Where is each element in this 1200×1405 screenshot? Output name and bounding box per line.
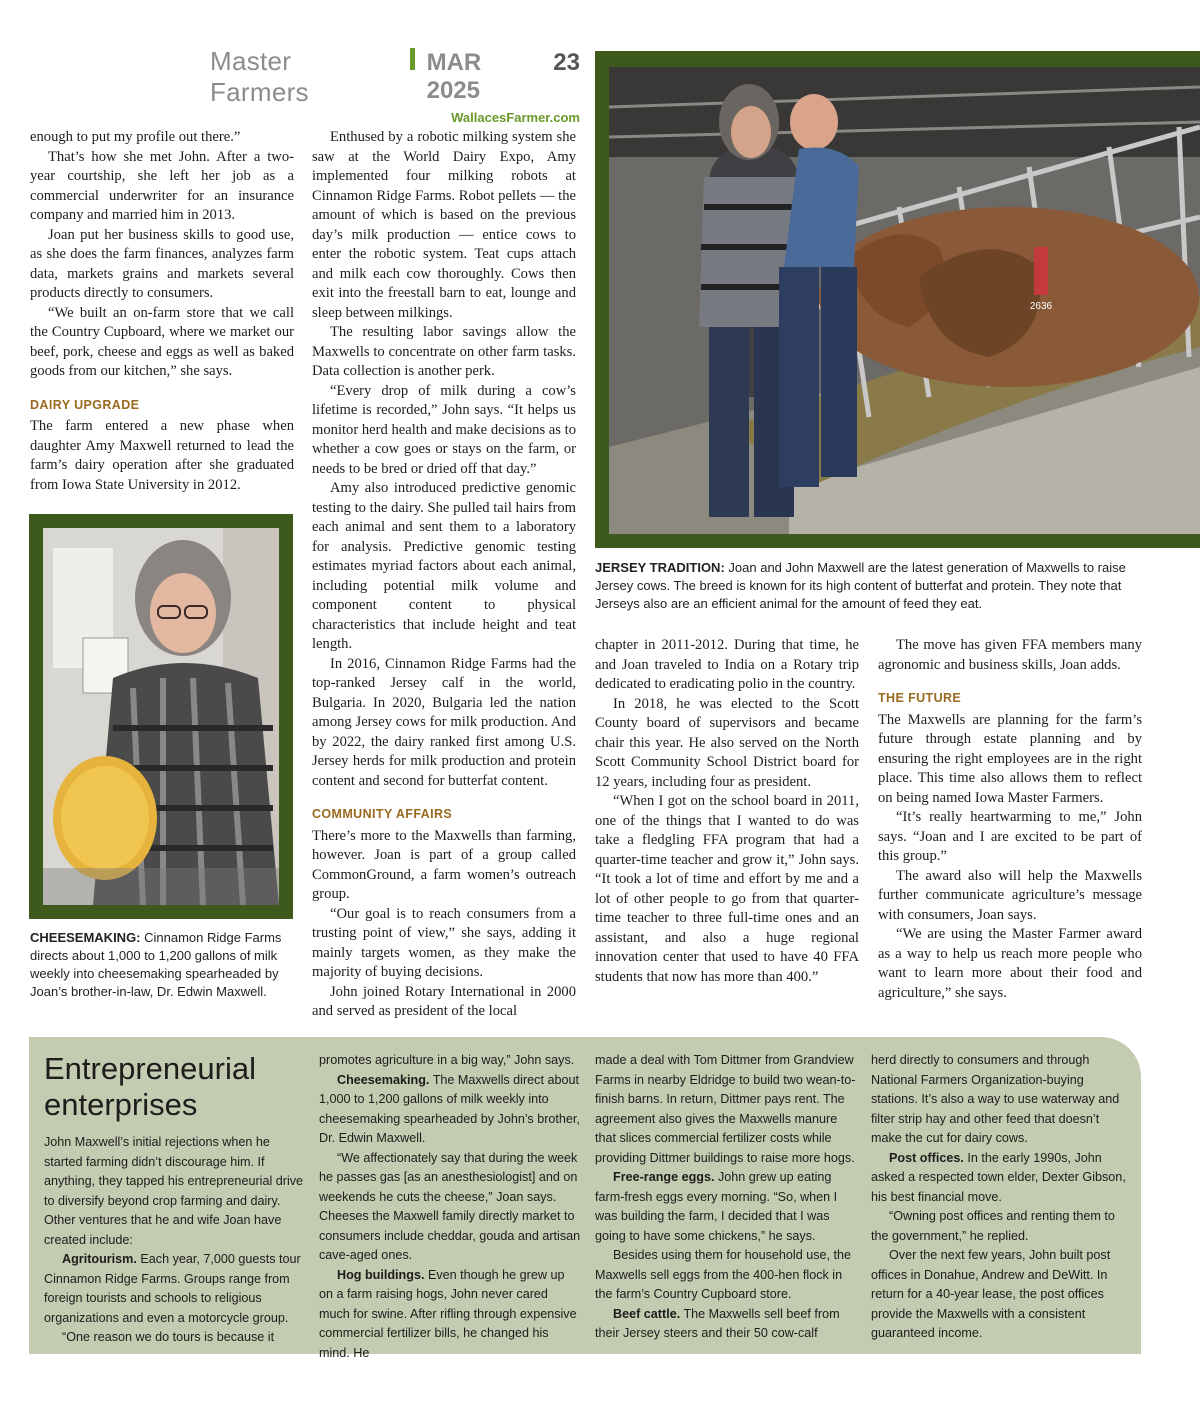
sidebar-paragraph — [595, 1305, 857, 1344]
sidebar-paragraph — [871, 1149, 1133, 1208]
sidebar-paragraph: Besides using them for household use, the Maxwells sell eggs from the 400-hen flock in the farm’s Country Cupboard store. — [595, 1248, 852, 1301]
paragraph: In 2018, he was elected to the Scott County board of supervisors and became chair this year. He also served on the North Scott Community School District board for 12 years, including four as president. — [595, 695, 859, 790]
run-in-head: Post offices. — [889, 1150, 964, 1165]
paragraph: The farm entered a new phase when daughter Amy Maxwell returned to lead the farm’s dairy operation after she graduated from Iowa State University in 2012. — [30, 418, 294, 493]
article-column-4 — [878, 636, 1142, 1003]
paragraph: Amy also introduced predictive genomic testing to the dairy. She pulled tail hairs from each animal and sent them to a laboratory for analysis. Predictive genomic testing estimates myriad factors about each animal, including potential milk volume and component content to physical characteristics that include height and teat length. — [312, 480, 576, 652]
section-name: Master Farmers — [209, 46, 309, 107]
sidebar-column-3 — [595, 1051, 857, 1344]
caption-label: JERSEY TRADITION: — [595, 560, 725, 575]
sidebar-paragraph: “We affectionately say that during the week he passes gas [as an anesthesiologist] and on weekends he cuts the cheese,” Joan says. Cheeses the Maxwell family directly market to consumers include cheddar, gouda and artisan cave-aged ones. — [319, 1150, 581, 1262]
paragraph: That’s how she met John. After a two-year courtship, she left her job as a commercial underwriter for an insurance company and married him in 2013. — [30, 148, 294, 223]
sidebar-text: Each year, 7,000 guests tour Cinnamon Ridge Farms. Groups range from foreign tourists and schools to religious organizations and even a motorcycle group. — [44, 1252, 301, 1325]
paragraph: Enthused by a robotic milking system she saw at the World Dairy Expo, Amy implemented four milking robots at Cinnamon Ridge Farms. Robot pellets — the amount of which is based on the previous day’s milk production — entice cows to enter the robotic system. Teat cups attach and milk each cow thoroughly. Cows then exit into the freestall barn to eat, lounge and sleep between milkings. — [312, 129, 576, 321]
sidebar-paragraph — [595, 1168, 857, 1246]
sidebar-paragraph — [319, 1266, 581, 1364]
cheesemaking-caption — [30, 929, 292, 1001]
sidebar-column-2 — [319, 1051, 581, 1363]
run-in-head: Beef cattle. — [613, 1306, 681, 1321]
subhead-community-affairs: COMMUNITY AFFAIRS — [312, 807, 453, 821]
paragraph: “It’s really heartwarming to me,” John says. “Joan and I are excited to be part of this group.” — [878, 809, 1142, 864]
sidebar-intro: John Maxwell’s initial rejections when he started farming didn’t discourage him. If anything, they tapped his entrepreneurial drive to diversify beyond crop farming and dairy. Other ventures that he and wife Joan have created include: — [44, 1135, 304, 1247]
entrepreneurial-enterprises-sidebar — [29, 1037, 1141, 1360]
cow-tag-number: 2636 — [1029, 301, 1053, 312]
paragraph: The resulting labor savings allow the Maxwells to concentrate on other farm tasks. Data collection is another perk. — [312, 324, 576, 379]
paragraph: The award also will help the Maxwells further communicate agriculture’s message with consumers, Joan says. — [878, 867, 1142, 923]
paragraph: The move has given FFA members many agronomic and business skills, Joan adds. — [878, 637, 1142, 673]
header-divider — [410, 48, 415, 70]
site-url[interactable]: WallacesFarmer.com — [451, 110, 580, 125]
jersey-tradition-photo — [595, 51, 1200, 548]
sidebar-paragraph: promotes agriculture in a big way,” John says. — [319, 1053, 575, 1067]
paragraph: John joined Rotary International in 2000 and served as president of the local — [312, 983, 576, 1019]
paragraph: “When I got on the school board in 2011, one of the things that I wanted to do was take a fledgling FFA program that had a quarter-time teacher and grow it,” John says. “It took a lot of time and effort by me and a lot of other people to go from that quarter-time teacher to three full-time ones and an assistant, and also a huge regional innovation center that used to have 40 FFA students that now has more than 400.” — [595, 793, 859, 985]
cheesemaking-photo — [29, 514, 293, 919]
caption-label: CHEESEMAKING: — [30, 930, 141, 945]
sidebar-text: The Maxwells sell beef from their Jersey steers and their 50 cow-calf — [595, 1306, 840, 1340]
run-in-head: Hog buildings. — [337, 1267, 425, 1282]
sidebar-paragraph: made a deal with Tom Dittmer from Grandview Farms in nearby Eldridge to build two wean-to-finish barns. In return, Dittmer pays rent. The agreement also gives the Maxwells manure that slices commercial fertilizer costs while providing Dittmer buildings to raise more hogs. — [595, 1053, 856, 1165]
jersey-cows-barn-icon — [609, 67, 1200, 534]
sidebar-column-4 — [871, 1051, 1133, 1344]
article-column-2 — [312, 128, 576, 1022]
page-number: 23 — [553, 49, 580, 76]
article-column-3 — [595, 636, 859, 987]
sidebar-text: Even though he grew up on a farm raising hogs, John never cared much for swine. After rifling through expensive commercial fertilizer bills, he changed his mind. He — [319, 1267, 577, 1360]
subhead-dairy-upgrade: DAIRY UPGRADE — [30, 397, 140, 412]
header-line — [210, 46, 580, 108]
subhead-the-future: THE FUTURE — [878, 691, 962, 705]
paragraph: The Maxwells are planning for the farm’s future through estate planning and by ensuring the right employees are in the right place. This time also allows them to reflect on being named Iowa Master Farmers. — [878, 711, 1142, 806]
run-in-head: Free-range eggs. — [613, 1170, 715, 1184]
run-in-head: Cheesemaking. — [337, 1072, 430, 1087]
cheese-wheel-portrait-icon — [43, 528, 279, 905]
sidebar-paragraph: Over the next few years, John built post offices in Donahue, Andrew and DeWitt. In return for a 40-year lease, the post offices provide the Maxwells with a consistent guaranteed income. — [871, 1248, 1111, 1340]
sidebar-paragraph: “Owning post offices and renting them to the government,” he replied. — [871, 1209, 1115, 1243]
caption-text: Cinnamon Ridge Farms directs about 1,000 to 1,200 gallons of milk weekly into cheesemaking spearheaded by Joan’s brother-in-law, Dr. Edwin Maxwell. — [30, 930, 282, 999]
paragraph: chapter in 2011-2012. During that time, he and Joan traveled to India on a Rotary trip dedicated to eradicating polio in the country. — [595, 637, 859, 692]
sidebar-column-1 — [44, 1051, 306, 1348]
paragraph: “We are using the Master Farmer award as a way to help us reach more people who want to learn more about their food and agriculture,” she says. — [878, 926, 1142, 1001]
sidebar-title — [44, 1051, 306, 1123]
sidebar-text: In the early 1990s, John asked a respected town elder, Dexter Gibson, his best financial move. — [871, 1150, 1126, 1204]
paragraph: enough to put my profile out there.” — [30, 129, 241, 145]
caption-text: Joan and John Maxwell are the latest generation of Maxwells to raise Jersey cows. The breed is known for its high content of butterfat and protein. They note that Jerseys also are an efficient animal for the amount of feed they eat. — [595, 560, 1126, 611]
paragraph: “Every drop of milk during a cow’s lifetime is recorded,” John says. “It helps us monitor herd health and make decisions as to whether a cow goes or stays on the farm, or needs to be bred or dried off that day.” — [312, 382, 576, 477]
sidebar-paragraph: “One reason we do tours is because it — [62, 1330, 275, 1344]
page-header — [210, 46, 580, 125]
paragraph: Joan put her business skills to good use, as she does the farm finances, analyzes farm data, markets grains and markets several products directly to consumers. — [30, 226, 294, 301]
issue-date: MAR 2025 — [426, 49, 482, 104]
article-column-1 — [30, 128, 294, 495]
sidebar-title-line: Entrepreneurial — [44, 1051, 256, 1086]
paragraph: In 2016, Cinnamon Ridge Farms had the top-ranked Jersey calf in the world, Bulgaria. In 2020, Bulgaria led the nation among Jersey cows for milk production. And by 2022, the dairy ranked first among U.S. Jersey herds for milk production and protein content and second for butterfat content. — [312, 655, 576, 789]
sidebar-paragraph: herd directly to consumers and through National Farmers Organization-buying stations. It’s also a way to use waterway and filter strip hay and other feed that doesn’t make the cut for dairy cows. — [871, 1053, 1120, 1145]
sidebar-text: John grew up eating farm-fresh eggs every morning. “So, when I was building the farm, I decided that I was going to have some chickens,” he says. — [595, 1170, 838, 1243]
run-in-head: Agritourism. — [62, 1252, 137, 1266]
sidebar-paragraph — [44, 1250, 306, 1328]
sidebar-paragraph — [319, 1071, 581, 1149]
paragraph: “We built an on-farm store that we call the Country Cupboard, where we market our beef, pork, cheese and eggs as well as baked goods from our kitchen,” she says. — [30, 304, 294, 379]
paragraph: “Our goal is to reach consumers from a trusting point of view,” she says, adding it mainly targets women, as they make the majority of buying decisions. — [312, 905, 576, 980]
jersey-tradition-caption — [595, 559, 1155, 613]
sidebar-text: The Maxwells direct about 1,000 to 1,200 gallons of milk weekly into cheesemaking spearheaded by John’s brother, Dr. Edwin Maxwell. — [319, 1072, 580, 1145]
sidebar-title-line: enterprises — [44, 1087, 198, 1122]
paragraph: There’s more to the Maxwells than farming, however. Joan is part of a group called CommonGround, a farm women’s outreach group. — [312, 827, 576, 902]
